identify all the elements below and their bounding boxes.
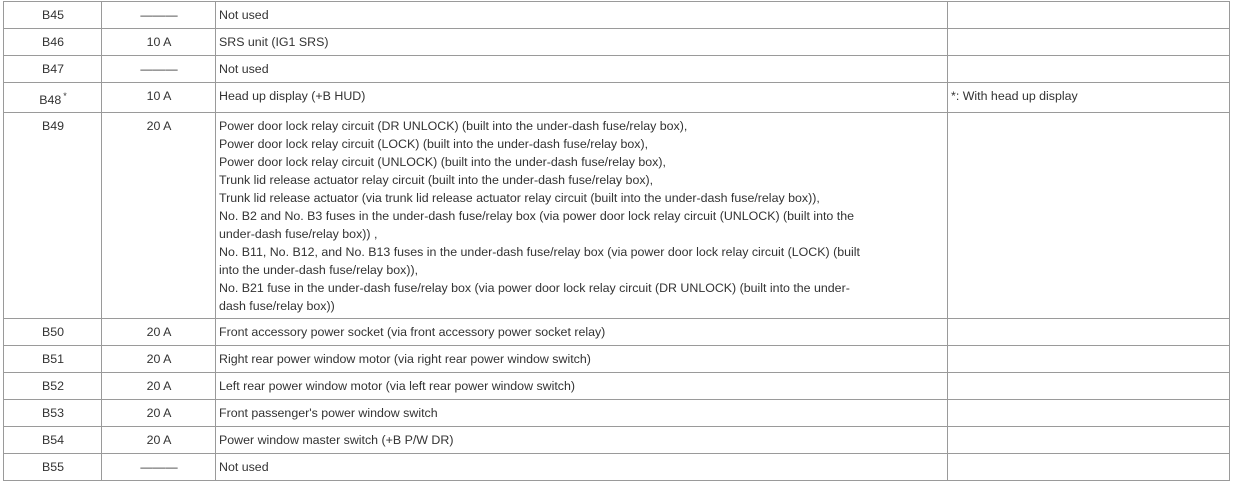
table-row (4, 427, 1230, 454)
note-cell (948, 346, 1230, 373)
amperage-cell: 10 A (102, 29, 216, 56)
fuse-table (3, 1, 1230, 481)
fuse-number: B52 (41, 379, 65, 393)
fuse-number-cell (4, 29, 102, 56)
circuit-line: SRS unit (IG1 SRS) (219, 35, 329, 49)
note-cell (948, 400, 1230, 427)
circuit-line: Right rear power window motor (via right rear power window switch) (219, 352, 591, 366)
fuse-number: B45 (41, 8, 65, 22)
fuse-number: B50 (41, 325, 65, 339)
circuit-line: No. B21 fuse in the under-dash fuse/relay box (via power door lock relay circuit (DR UNLOCK) (built into the under- (219, 281, 850, 295)
fuse-number-cell (4, 400, 102, 427)
amperage-cell: 20 A (102, 373, 216, 400)
fuse-number-cell (4, 427, 102, 454)
note-cell (948, 2, 1230, 29)
fuse-number-cell (4, 56, 102, 83)
amperage-cell: 20 A (102, 346, 216, 373)
circuit-line: Power window master switch (+B P/W DR) (219, 433, 454, 447)
protected-circuit-cell (216, 29, 948, 56)
fuse-number: B46 (41, 35, 65, 49)
circuit-line: under-dash fuse/relay box)) , (219, 227, 378, 241)
protected-circuit-cell (216, 346, 948, 373)
table-row (4, 113, 1230, 319)
circuit-line: Left rear power window motor (via left rear power window switch) (219, 379, 576, 393)
protected-circuit-cell (216, 400, 948, 427)
table-row (4, 29, 1230, 56)
note-cell (948, 373, 1230, 400)
protected-circuit-cell (216, 2, 948, 29)
protected-circuit-cell (216, 454, 948, 481)
protected-circuit-cell (216, 56, 948, 83)
note-cell (948, 319, 1230, 346)
circuit-line: Front passenger's power window switch (219, 406, 438, 420)
fuse-number: B51 (41, 352, 65, 366)
fuse-number-cell (4, 373, 102, 400)
table-row (4, 454, 1230, 481)
fuse-number: B53 (41, 406, 65, 420)
fuse-number-cell (4, 319, 102, 346)
fuse-number: B49 (41, 119, 65, 133)
table-row (4, 346, 1230, 373)
table-row (4, 400, 1230, 427)
circuit-line: dash fuse/relay box)) (219, 299, 335, 313)
table-row (4, 319, 1230, 346)
amperage-cell: 10 A (102, 83, 216, 113)
circuit-line: No. B11, No. B12, and No. B13 fuses in the under-dash fuse/relay box (via power door lock relay circuit (LOCK) (built (219, 245, 860, 259)
circuit-line: Power door lock relay circuit (UNLOCK) (built into the under-dash fuse/relay box), (219, 155, 666, 169)
circuit-line: Power door lock relay circuit (DR UNLOCK) (built into the under-dash fuse/relay box), (219, 119, 688, 133)
table-row (4, 56, 1230, 83)
circuit-line: Not used (219, 62, 269, 76)
note-cell: *: With head up display (948, 83, 1230, 113)
amperage-cell: ——— (102, 56, 216, 83)
amperage-cell: 20 A (102, 319, 216, 346)
fuse-number: B48 (39, 93, 62, 107)
circuit-line: Trunk lid release actuator (via trunk lid release actuator relay circuit (built into the under-dash fuse/relay box)), (219, 191, 820, 205)
note-cell (948, 56, 1230, 83)
amperage-cell: 20 A (102, 427, 216, 454)
circuit-line: Trunk lid release actuator relay circuit (built into the under-dash fuse/relay box), (219, 173, 654, 187)
circuit-line: Head up display (+B HUD) (219, 89, 366, 103)
fuse-number-cell (4, 83, 102, 113)
circuit-line: Front accessory power socket (via front accessory power socket relay) (219, 325, 606, 339)
fuse-number: B54 (41, 433, 65, 447)
fuse-number: B47 (41, 62, 65, 76)
circuit-line: Not used (219, 8, 269, 22)
protected-circuit-cell (216, 113, 948, 319)
fuse-number-cell (4, 113, 102, 319)
table-row (4, 2, 1230, 29)
fuse-number-cell (4, 346, 102, 373)
note-cell (948, 29, 1230, 56)
fuse-number: B55 (41, 460, 65, 474)
circuit-line: Power door lock relay circuit (LOCK) (built into the under-dash fuse/relay box), (219, 137, 649, 151)
protected-circuit-cell (216, 83, 948, 113)
circuit-line: into the under-dash fuse/relay box)), (219, 263, 419, 277)
fuse-number-cell (4, 2, 102, 29)
amperage-cell: 20 A (102, 113, 216, 319)
amperage-cell: ——— (102, 2, 216, 29)
note-cell (948, 427, 1230, 454)
footnote-mark: * (63, 91, 67, 101)
note-cell (948, 454, 1230, 481)
amperage-cell: 20 A (102, 400, 216, 427)
fuse-table-body (4, 2, 1230, 481)
protected-circuit-cell (216, 319, 948, 346)
protected-circuit-cell (216, 427, 948, 454)
protected-circuit-cell (216, 373, 948, 400)
amperage-cell: ——— (102, 454, 216, 481)
circuit-line: No. B2 and No. B3 fuses in the under-dash fuse/relay box (via power door lock relay circuit (UNLOCK) (built into the (219, 209, 854, 223)
table-row (4, 373, 1230, 400)
table-row (4, 83, 1230, 113)
circuit-line: Not used (219, 460, 269, 474)
note-cell (948, 113, 1230, 319)
fuse-number-cell (4, 454, 102, 481)
